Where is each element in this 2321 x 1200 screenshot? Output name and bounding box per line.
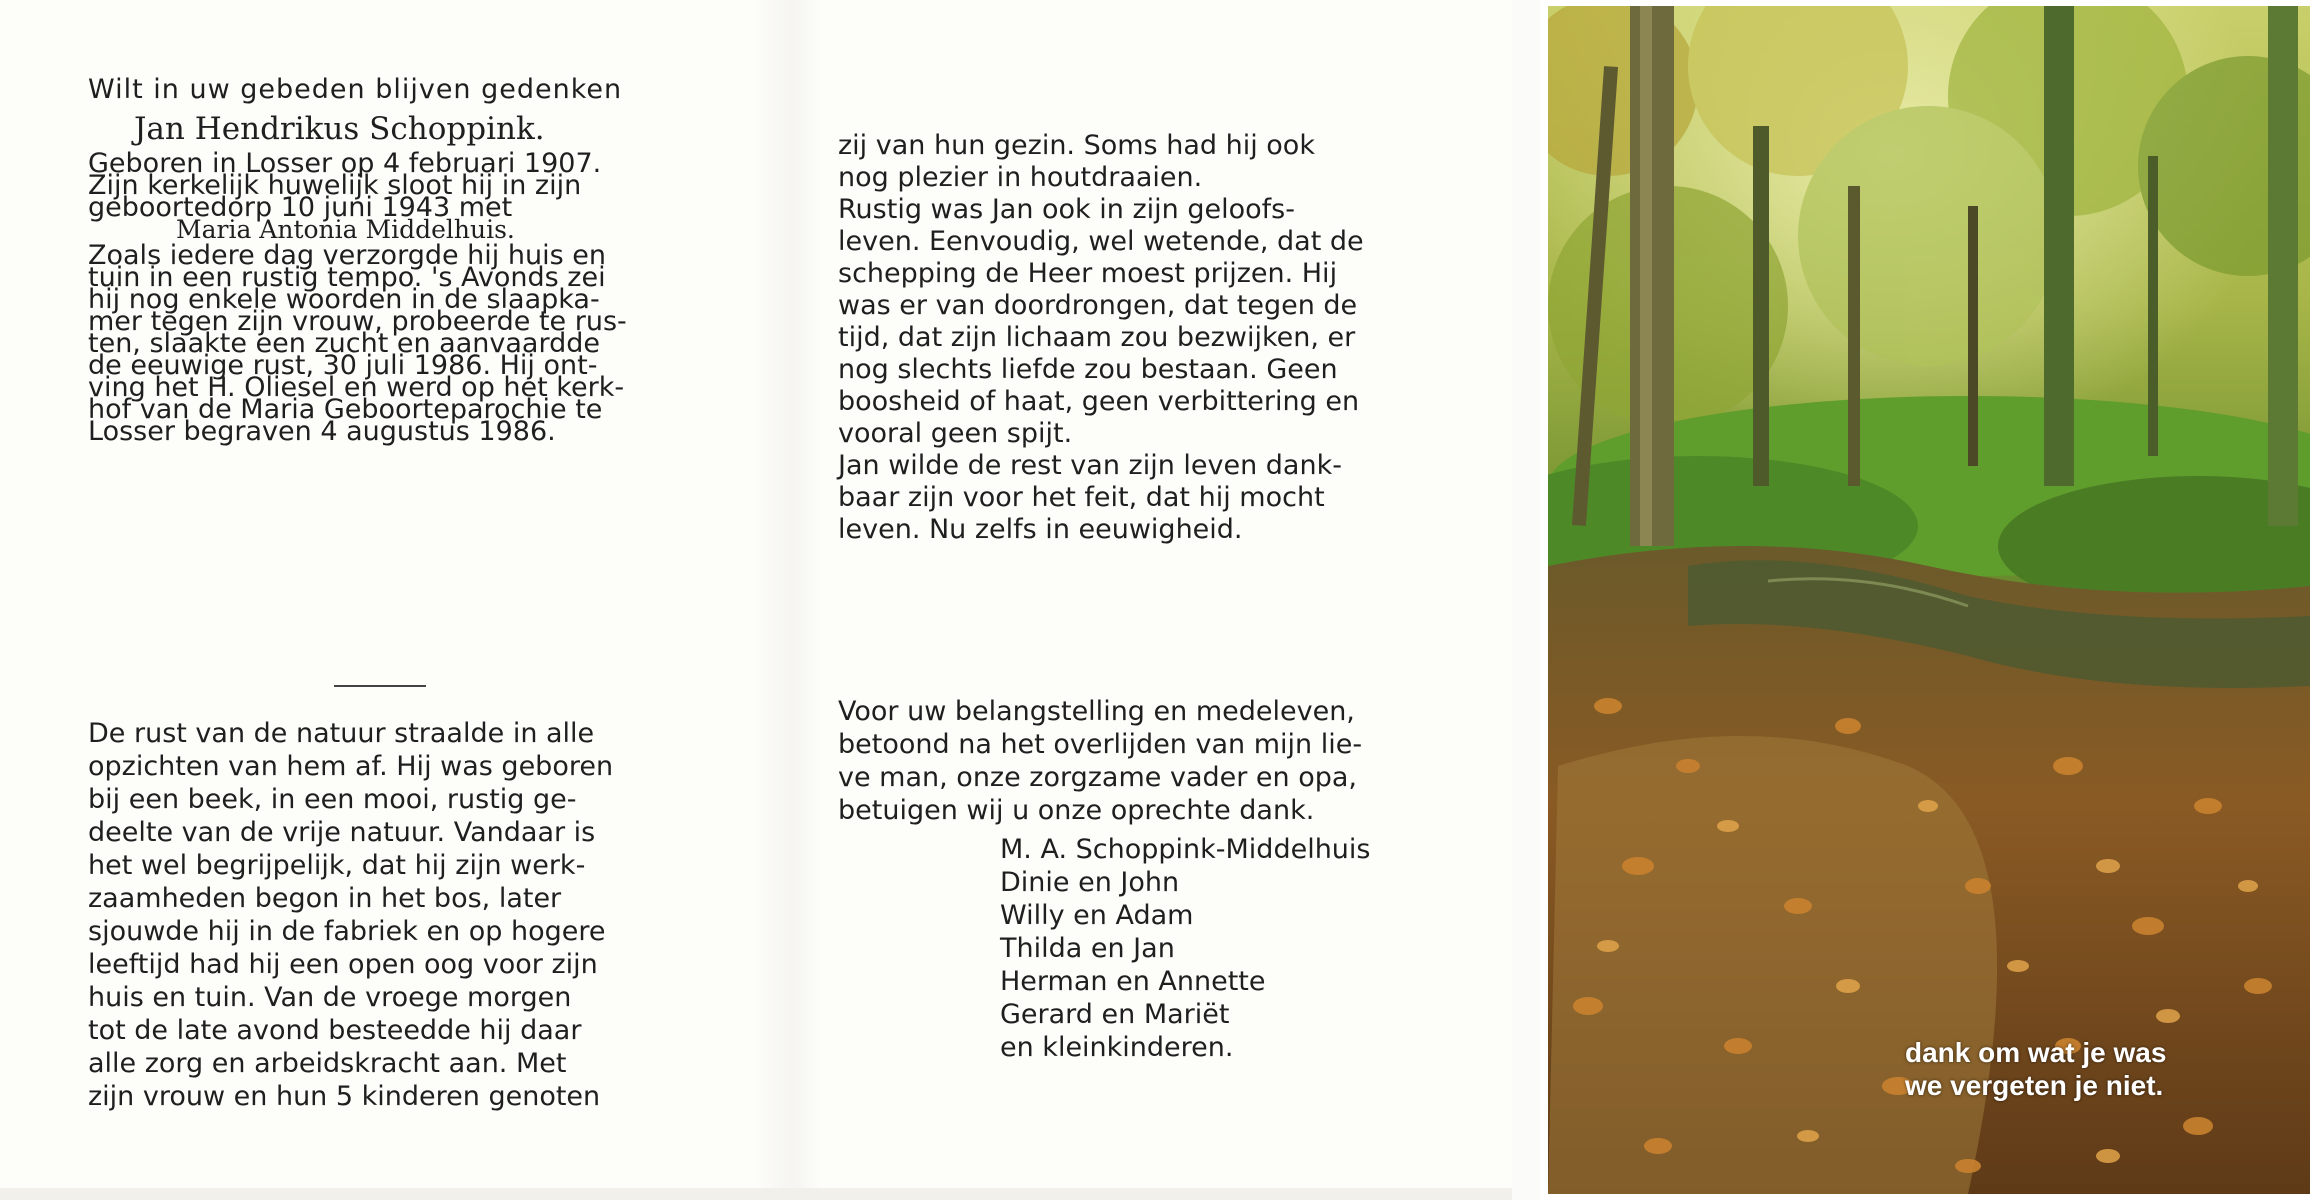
text-line: nog plezier in houtdraaien.	[838, 162, 1203, 193]
text-line: Jan wilde de rest van zijn leven dank-	[838, 450, 1342, 481]
family-member: Willy en Adam	[1000, 900, 1194, 931]
family-member: Gerard en Mariët	[1000, 999, 1230, 1030]
family-member: Herman en Annette	[1000, 966, 1266, 997]
text-line: zaamheden begon in het bos, later	[88, 883, 562, 914]
text-line: de eeuwige rust, 30 juli 1986. Hij ont-	[88, 350, 598, 381]
text-line: tot de late avond besteedde hij daar	[88, 1015, 582, 1046]
spouse-name: Maria Antonia Middelhuis.	[176, 215, 515, 244]
deceased-name: Jan Hendrikus Schoppink.	[134, 111, 545, 147]
text-line: boosheid of haat, geen verbittering en	[838, 386, 1360, 417]
caption-line-2: we vergeten je niet.	[1905, 1070, 2164, 1101]
text-line: deelte van de vrije natuur. Vandaar is	[88, 817, 596, 848]
text-line: Voor uw belangstelling en medeleven,	[838, 696, 1355, 727]
text-line: bij een beek, in een mooi, rustig ge-	[88, 784, 577, 815]
text-line: zijn vrouw en hun 5 kinderen genoten	[88, 1081, 601, 1112]
text-line: opzichten van hem af. Hij was geboren	[88, 751, 614, 782]
text-line: Zijn kerkelijk huwelijk sloot hij in zijn	[88, 170, 582, 201]
text-line: ve man, onze zorgzame vader en opa,	[838, 762, 1358, 793]
text-line: ten, slaakte een zucht en aanvaardde	[88, 328, 600, 359]
text-line: ving het H. Oliesel en werd op het kerk-	[88, 372, 625, 403]
text-line: betuigen wij u onze oprechte dank.	[838, 795, 1315, 826]
family-member: Dinie en John	[1000, 867, 1180, 898]
text-line: geboortedorp 10 juni 1943 met	[88, 192, 513, 223]
family-member: Thilda en Jan	[1000, 933, 1175, 964]
text-line: vooral geen spijt.	[838, 418, 1073, 449]
text-line: betoond na het overlijden van mijn lie-	[838, 729, 1363, 760]
photo-caption	[1905, 1036, 2235, 1102]
section-divider	[334, 685, 426, 687]
text-line: Geboren in Losser op 4 februari 1907.	[88, 148, 602, 179]
text-line: nog slechts liefde zou bestaan. Geen	[838, 354, 1338, 385]
intro-line: Wilt in uw gebeden blijven gedenken	[88, 74, 623, 105]
text-line: leeftijd had hij een open oog voor zijn	[88, 949, 598, 980]
text-line: schepping de Heer moest prijzen. Hij	[838, 258, 1338, 289]
text-line: alle zorg en arbeidskracht aan. Met	[88, 1048, 567, 1079]
forest-scene	[1548, 6, 2310, 1194]
text-line: zij van hun gezin. Soms had hij ook	[838, 130, 1315, 161]
text-line: Losser begraven 4 augustus 1986.	[88, 416, 556, 447]
text-line: het wel begrijpelijk, dat hij zijn werk-	[88, 850, 586, 881]
panel-gap	[1512, 0, 1540, 1200]
fold-crease	[752, 0, 822, 1188]
text-line: baar zijn voor het feit, dat hij mocht	[838, 482, 1325, 513]
family-member: M. A. Schoppink-Middelhuis	[1000, 834, 1371, 865]
forest-photo	[1548, 6, 2310, 1194]
family-member: en kleinkinderen.	[1000, 1032, 1234, 1063]
text-line: mer tegen zijn vrouw, probeerde te rus-	[88, 306, 627, 337]
caption-line-1: dank om wat je was	[1905, 1037, 2167, 1068]
text-line: was er van doordrongen, dat tegen de	[838, 290, 1358, 321]
text-line: sjouwde hij in de fabriek en op hogere	[88, 916, 606, 947]
text-line: leven. Nu zelfs in eeuwigheid.	[838, 514, 1243, 545]
text-line: hof van de Maria Geboorteparochie te	[88, 394, 603, 425]
text-line: Rustig was Jan ook in zijn geloofs-	[838, 194, 1295, 225]
text-line: De rust van de natuur straalde in alle	[88, 718, 595, 749]
text-line: huis en tuin. Van de vroege morgen	[88, 982, 572, 1013]
text-line: hij nog enkele woorden in de slaapka-	[88, 284, 600, 315]
text-line: tijd, dat zijn lichaam zou bezwijken, er	[838, 322, 1356, 353]
text-line: Zoals iedere dag verzorgde hij huis en	[88, 240, 606, 271]
text-line: leven. Eenvoudig, wel wetende, dat de	[838, 226, 1364, 257]
text-line: tuin in een rustig tempo. 's Avonds zei	[88, 262, 606, 293]
